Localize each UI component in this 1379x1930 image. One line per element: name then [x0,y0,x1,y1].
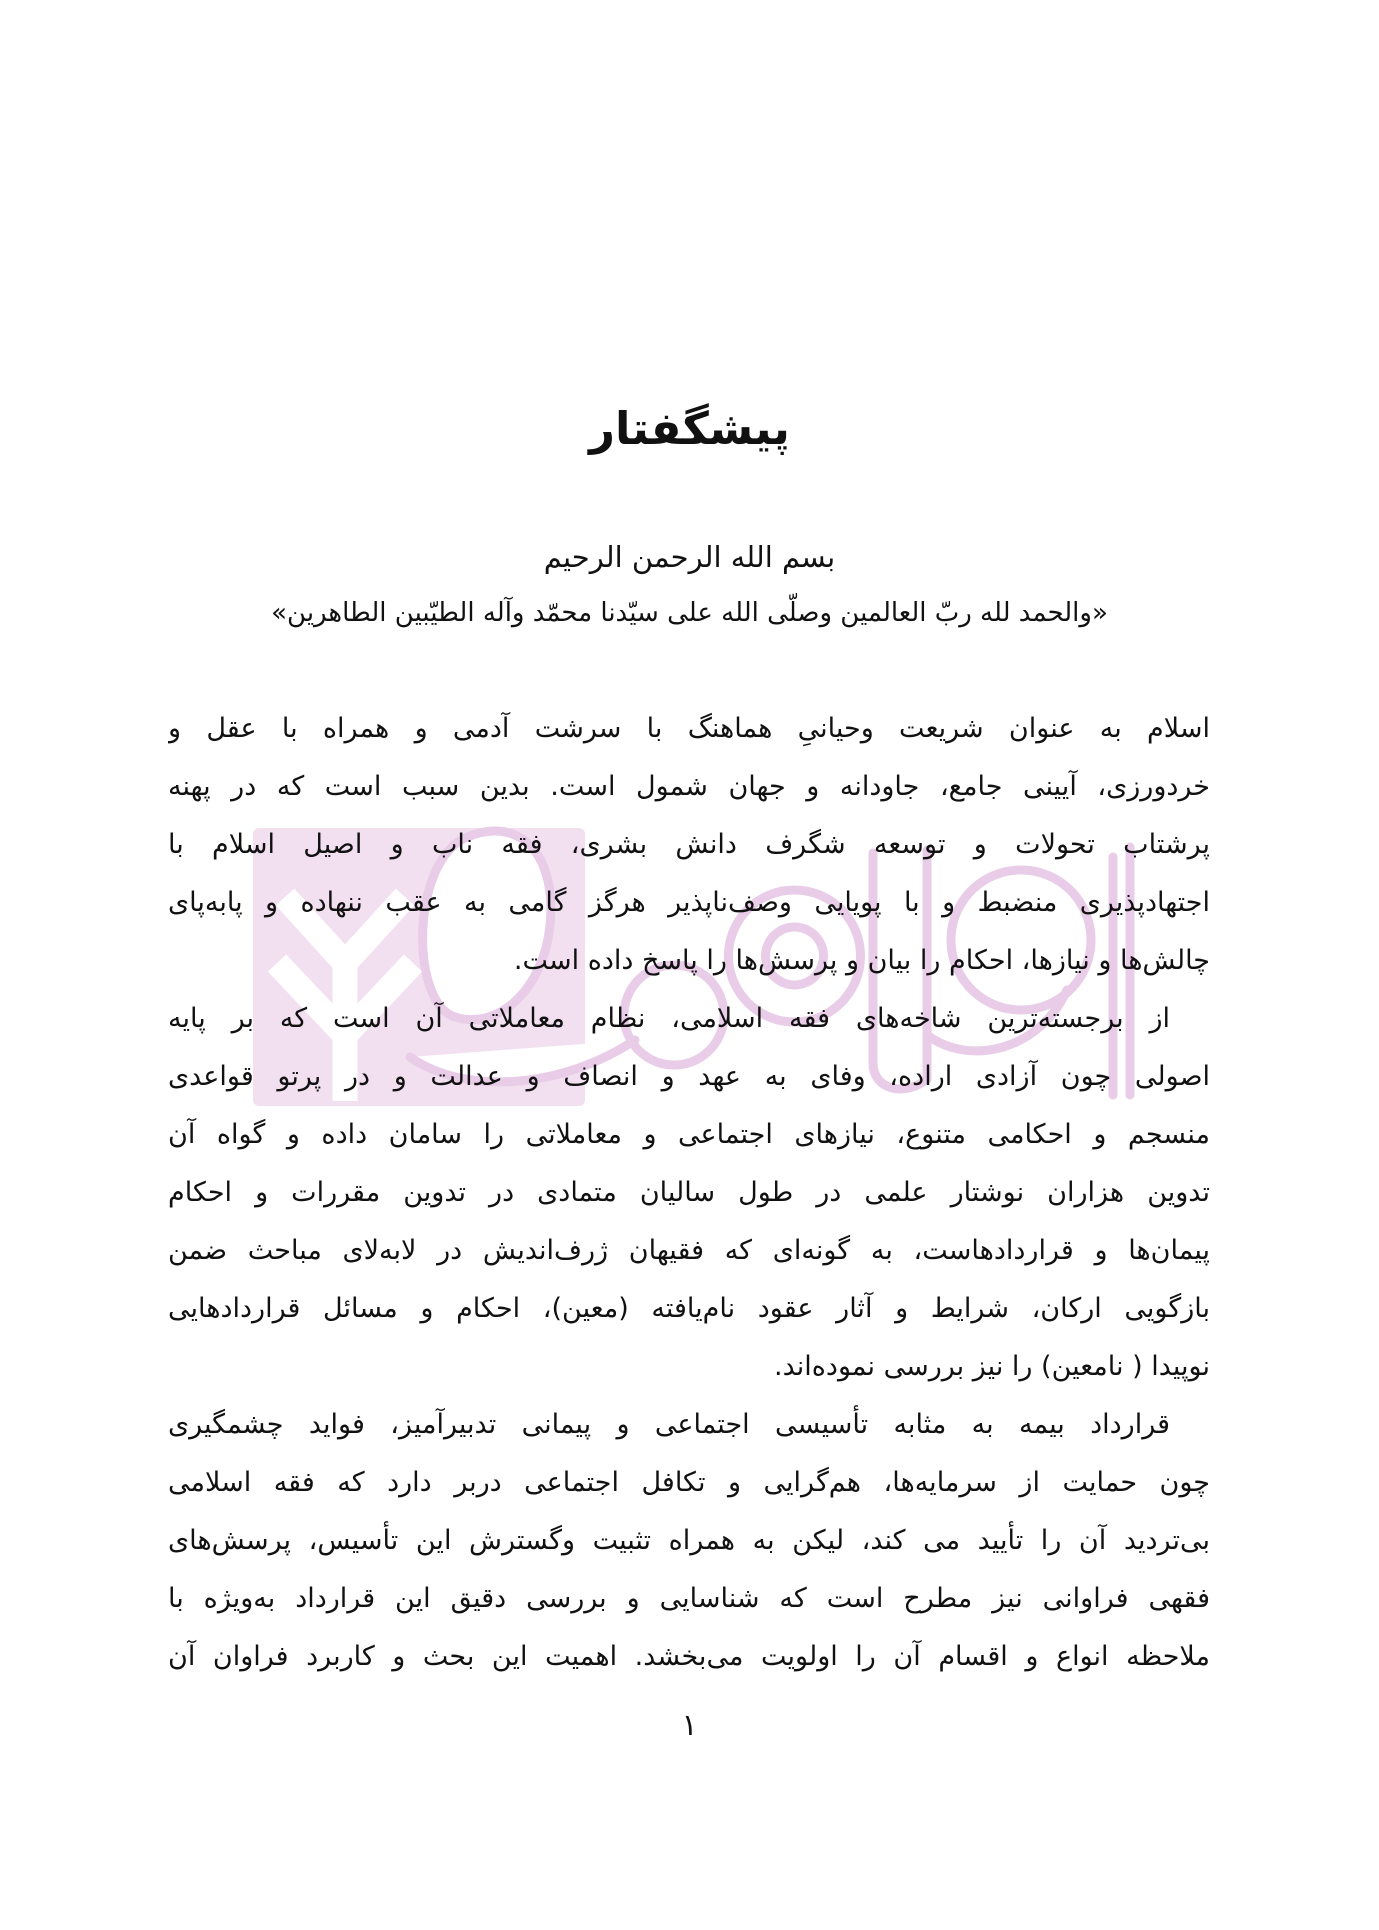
body-line: چالش‌ها و نیازها، احکام را بیان و پرسش‌ها را پاسخ داده است. [513,945,1210,976]
invocation-line: «والحمد لله ربّ العالمین وصلّی الله علی سیّدنا محمّد وآله الطیّبین الطاهرین» [271,598,1108,628]
body-line: چون حمایت از سرمایه‌ها، هم‌گرایی و تکافل اجتماعی دربر دارد که فقه اسلامی [168,1467,1210,1498]
body-line: نوپیدا ( نامعین) را نیز بررسی نموده‌اند. [774,1351,1210,1382]
body-line: فقهی فراوانی نیز مطرح است که شناسایی و بررسی دقیق این قرارداد به‌ویژه با [168,1583,1210,1614]
body-line: از برجسته‌ترین شاخه‌های فقه اسلامی، نظام معاملاتی آن است که بر پایه [168,1003,1170,1034]
body-line: خردورزی، آیینی جامع، جاودانه و جهان شمول است. بدین سبب است که در پهنه [168,771,1210,802]
body-line: اسلام به عنوان شریعت وحیانیِ هماهنگ با سرشت آدمی و همراه با عقل و [168,713,1210,744]
body-line: بی‌تردید آن را تأیید می کند، لیکن به همراه تثبیت وگسترش این تأسیس، پرسش‌های [168,1525,1210,1556]
page-title: پیشگفتار [589,402,790,455]
body-line: بازگویی ارکان، شرایط و آثار عقود نام‌یافته (معین)، احکام و مسائل قراردادهایی [168,1293,1210,1324]
body-line: تدوین هزاران نوشتار علمی در طول سالیان متمادی در تدوین مقررات و احکام [168,1177,1210,1208]
body-text [168,700,1210,1686]
basmala-line: بسم الله الرحمن الرحیم [543,540,836,574]
body-line: منسجم و احکامی متنوع، نیازهای اجتماعی و معاملاتی را سامان داده و گواه آن [168,1119,1210,1150]
page-number: ۱ [681,1708,698,1743]
body-line: قرارداد بیمه به مثابه تأسیسی اجتماعی و پیمانی تدبیرآمیز، فواید چشمگیری [168,1409,1170,1440]
body-line: اصولی چون آزادی اراده، وفای به عهد و انصاف و عدالت و در پرتو قواعدی [168,1061,1210,1092]
body-line: ملاحظه انواع و اقسام آن را اولویت می‌بخشد. اهمیت این بحث و کاربرد فراوان آن [168,1641,1210,1672]
body-line: پرشتاب تحولات و توسعه شگرف دانش بشری، فقه ناب و اصیل اسلام با [168,829,1210,860]
body-line: پیمان‌ها و قراردادهاست، به گونه‌ای که فقیهان ژرف‌اندیش در لابه‌لای مباحث ضمن [168,1235,1210,1266]
body-line: اجتهادپذیری منضبط و با پویایی وصف‌ناپذیر هرگز گامی به عقب ننهاده و پابه‌پای [168,887,1210,918]
